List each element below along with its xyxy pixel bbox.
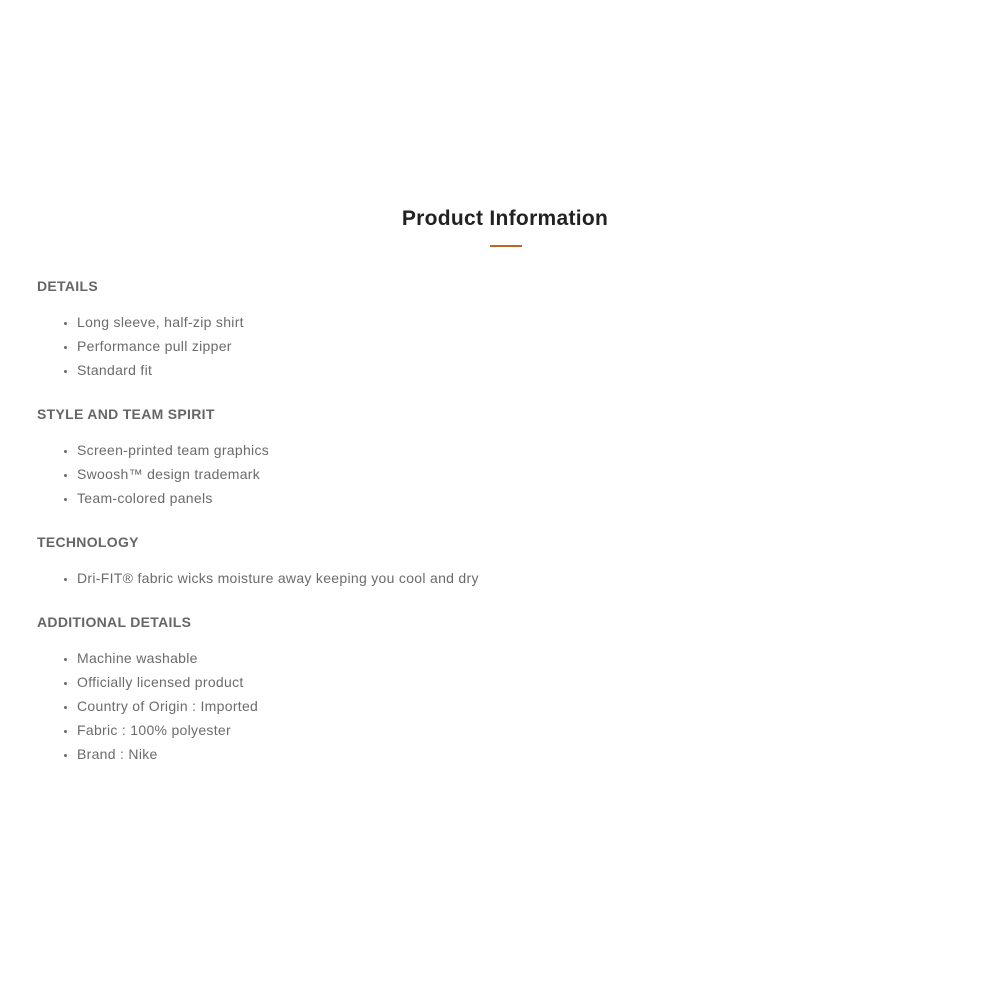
section-heading: STYLE AND TEAM SPIRIT xyxy=(37,406,215,422)
style-list xyxy=(37,438,937,510)
technology-list xyxy=(37,566,937,590)
list-item: • Officially licensed product xyxy=(77,670,937,694)
section-technology xyxy=(37,534,937,590)
section-style-and-team-spirit xyxy=(37,406,937,510)
list-item: • Country of Origin : Imported xyxy=(77,694,937,718)
section-heading: ADDITIONAL DETAILS xyxy=(37,614,192,630)
additional-details-list xyxy=(37,646,937,766)
list-item: • Fabric : 100% polyester xyxy=(77,718,937,742)
list-item: • Machine washable xyxy=(77,646,937,670)
section-heading: DETAILS xyxy=(37,278,98,294)
product-sections xyxy=(37,278,937,790)
list-item: • Team-colored panels xyxy=(77,486,937,510)
section-additional-details xyxy=(37,614,937,766)
list-item: • Dri-FIT® fabric wicks moisture away keeping you cool and dry xyxy=(77,566,937,590)
list-item: • Standard fit xyxy=(77,358,937,382)
list-item: • Screen-printed team graphics xyxy=(77,438,937,462)
title-underline-divider xyxy=(490,245,522,247)
details-list xyxy=(37,310,937,382)
section-details xyxy=(37,278,937,382)
section-heading: TECHNOLOGY xyxy=(37,534,139,550)
list-item: • Brand : Nike xyxy=(77,742,937,766)
page-title: Product Information xyxy=(401,207,609,230)
list-item: • Long sleeve, half-zip shirt xyxy=(77,310,937,334)
list-item: • Performance pull zipper xyxy=(77,334,937,358)
list-item: • Swoosh™ design trademark xyxy=(77,462,937,486)
